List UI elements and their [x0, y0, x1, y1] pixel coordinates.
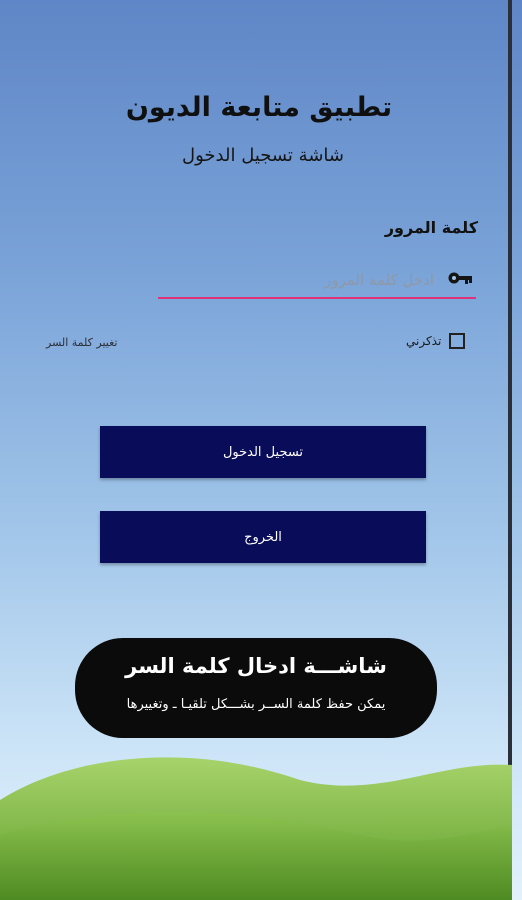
- password-label: كلمة المرور: [384, 218, 478, 237]
- app-title: تطبيق متابعة الديون: [125, 92, 393, 123]
- change-password-link[interactable]: تغيير كلمة السر: [46, 336, 118, 349]
- banner-title: شاشـــة ادخال كلمة السر: [125, 654, 387, 678]
- password-input[interactable]: [172, 265, 436, 295]
- remember-label: تذكرني: [406, 334, 442, 348]
- exit-button[interactable]: الخروج: [100, 511, 426, 563]
- info-banner: [75, 638, 437, 738]
- login-button[interactable]: تسجيل الدخول: [100, 426, 426, 478]
- hills-background: [0, 740, 512, 900]
- remember-me[interactable]: [406, 333, 465, 349]
- remember-checkbox[interactable]: [449, 333, 465, 349]
- banner-subtitle: يمكن حفظ كلمة الســر بشـــكل تلقيـا ـ وتغييرها: [126, 697, 386, 712]
- screen-subtitle: شاشة تسجيل الدخول: [182, 145, 344, 166]
- key-icon: [447, 268, 473, 288]
- password-field-row: [158, 262, 476, 299]
